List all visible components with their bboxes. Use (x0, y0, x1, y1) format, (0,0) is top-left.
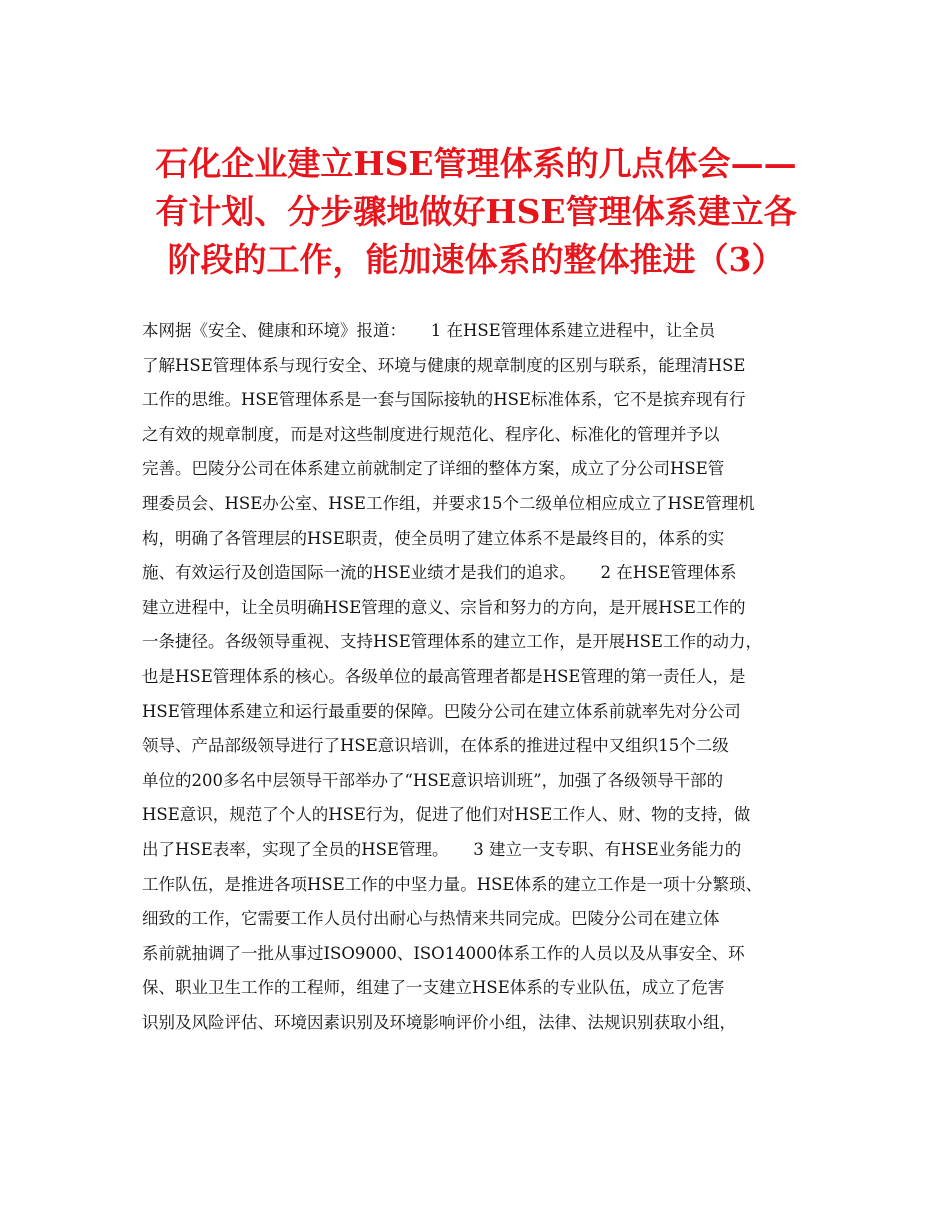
body-line-6: 理委员会、HSE办公室、HSE工作组，并要求15个二级单位相应成立了HSE管理机 (142, 493, 755, 513)
body-line-12: HSE管理体系建立和运行最重要的保障。巴陵分公司在建立体系前就率先对分公司 (142, 701, 741, 721)
body-line-14: 单位的200多名中层领导干部举办了“HSE意识培训班”，加强了各级领导干部的 (142, 770, 724, 790)
body-line-16: 出了HSE表率，实现了全员的HSE管理。 3 建立一支专职、有HSE业务能力的 (142, 839, 742, 859)
article-body (142, 314, 818, 1040)
body-line-15: HSE意识，规范了个人的HSE行为，促进了他们对HSE工作人、财、物的支持，做 (142, 805, 751, 825)
body-line-11: 也是HSE管理体系的核心。各级单位的最高管理者都是HSE管理的第一责任人，是 (142, 666, 746, 686)
title-line-2: 有计划、分步骤地做好HSE管理体系建立各 (155, 192, 797, 231)
body-line-7: 构，明确了各管理层的HSE职责，使全员明了建立体系不是最终目的，体系的实 (142, 528, 725, 548)
body-line-4: 之有效的规章制度，而是对这些制度进行规范化、程序化、标准化的管理并予以 (142, 424, 720, 444)
body-line-2: 了解HSE管理体系与现行安全、环境与健康的规章制度的区别与联系，能理清HSE (142, 355, 746, 375)
body-line-21: 识别及风险评估、环境因素识别及环境影响评价小组，法律、法规识别获取小组， (142, 1012, 736, 1032)
body-line-9: 建立进程中，让全员明确HSE管理的意义、宗旨和努力的方向，是开展HSE工作的 (142, 597, 746, 617)
body-line-18: 细致的工作，它需要工作人员付出耐心与热情来共同完成。巴陵分公司在建立体 (142, 909, 720, 929)
body-line-3: 工作的思维。HSE管理体系是一套与国际接轨的HSE标准体系，它不是摈弃现有行 (142, 390, 746, 410)
body-line-13: 领导、产品部级领导进行了HSE意识培训，在体系的推进过程中又组织15个二级 (142, 736, 729, 756)
body-line-20: 保、职业卫生工作的工程师，组建了一支建立HSE体系的专业队伍，成立了危害 (142, 978, 725, 998)
title-line-1: 石化企业建立HSE管理体系的几点体会—— (155, 144, 797, 183)
title-line-3: 阶段的工作，能加速体系的整体推进（3） (167, 240, 785, 279)
body-line-19: 系前就抽调了一批从事过ISO9000、ISO14000体系工作的人员以及从事安全、环 (142, 943, 745, 963)
document-title (120, 140, 832, 284)
body-line-17: 工作队伍，是推进各项HSE工作的中坚力量。HSE体系的建立工作是一项十分繁琐、 (142, 874, 762, 894)
body-line-5: 完善。巴陵分公司在体系建立前就制定了详细的整体方案，成立了分公司HSE管 (142, 459, 725, 479)
body-line-10: 一条捷径。各级领导重视、支持HSE管理体系的建立工作，是开展HSE工作的动力， (142, 632, 762, 652)
body-line-8: 施、有效运行及创造国际一流的HSE业绩才是我们的追求。 2 在HSE管理体系 (142, 563, 737, 583)
body-line-1: 本网据《安全、健康和环境》报道： 1 在HSE管理体系建立进程中，让全员 (142, 321, 716, 340)
